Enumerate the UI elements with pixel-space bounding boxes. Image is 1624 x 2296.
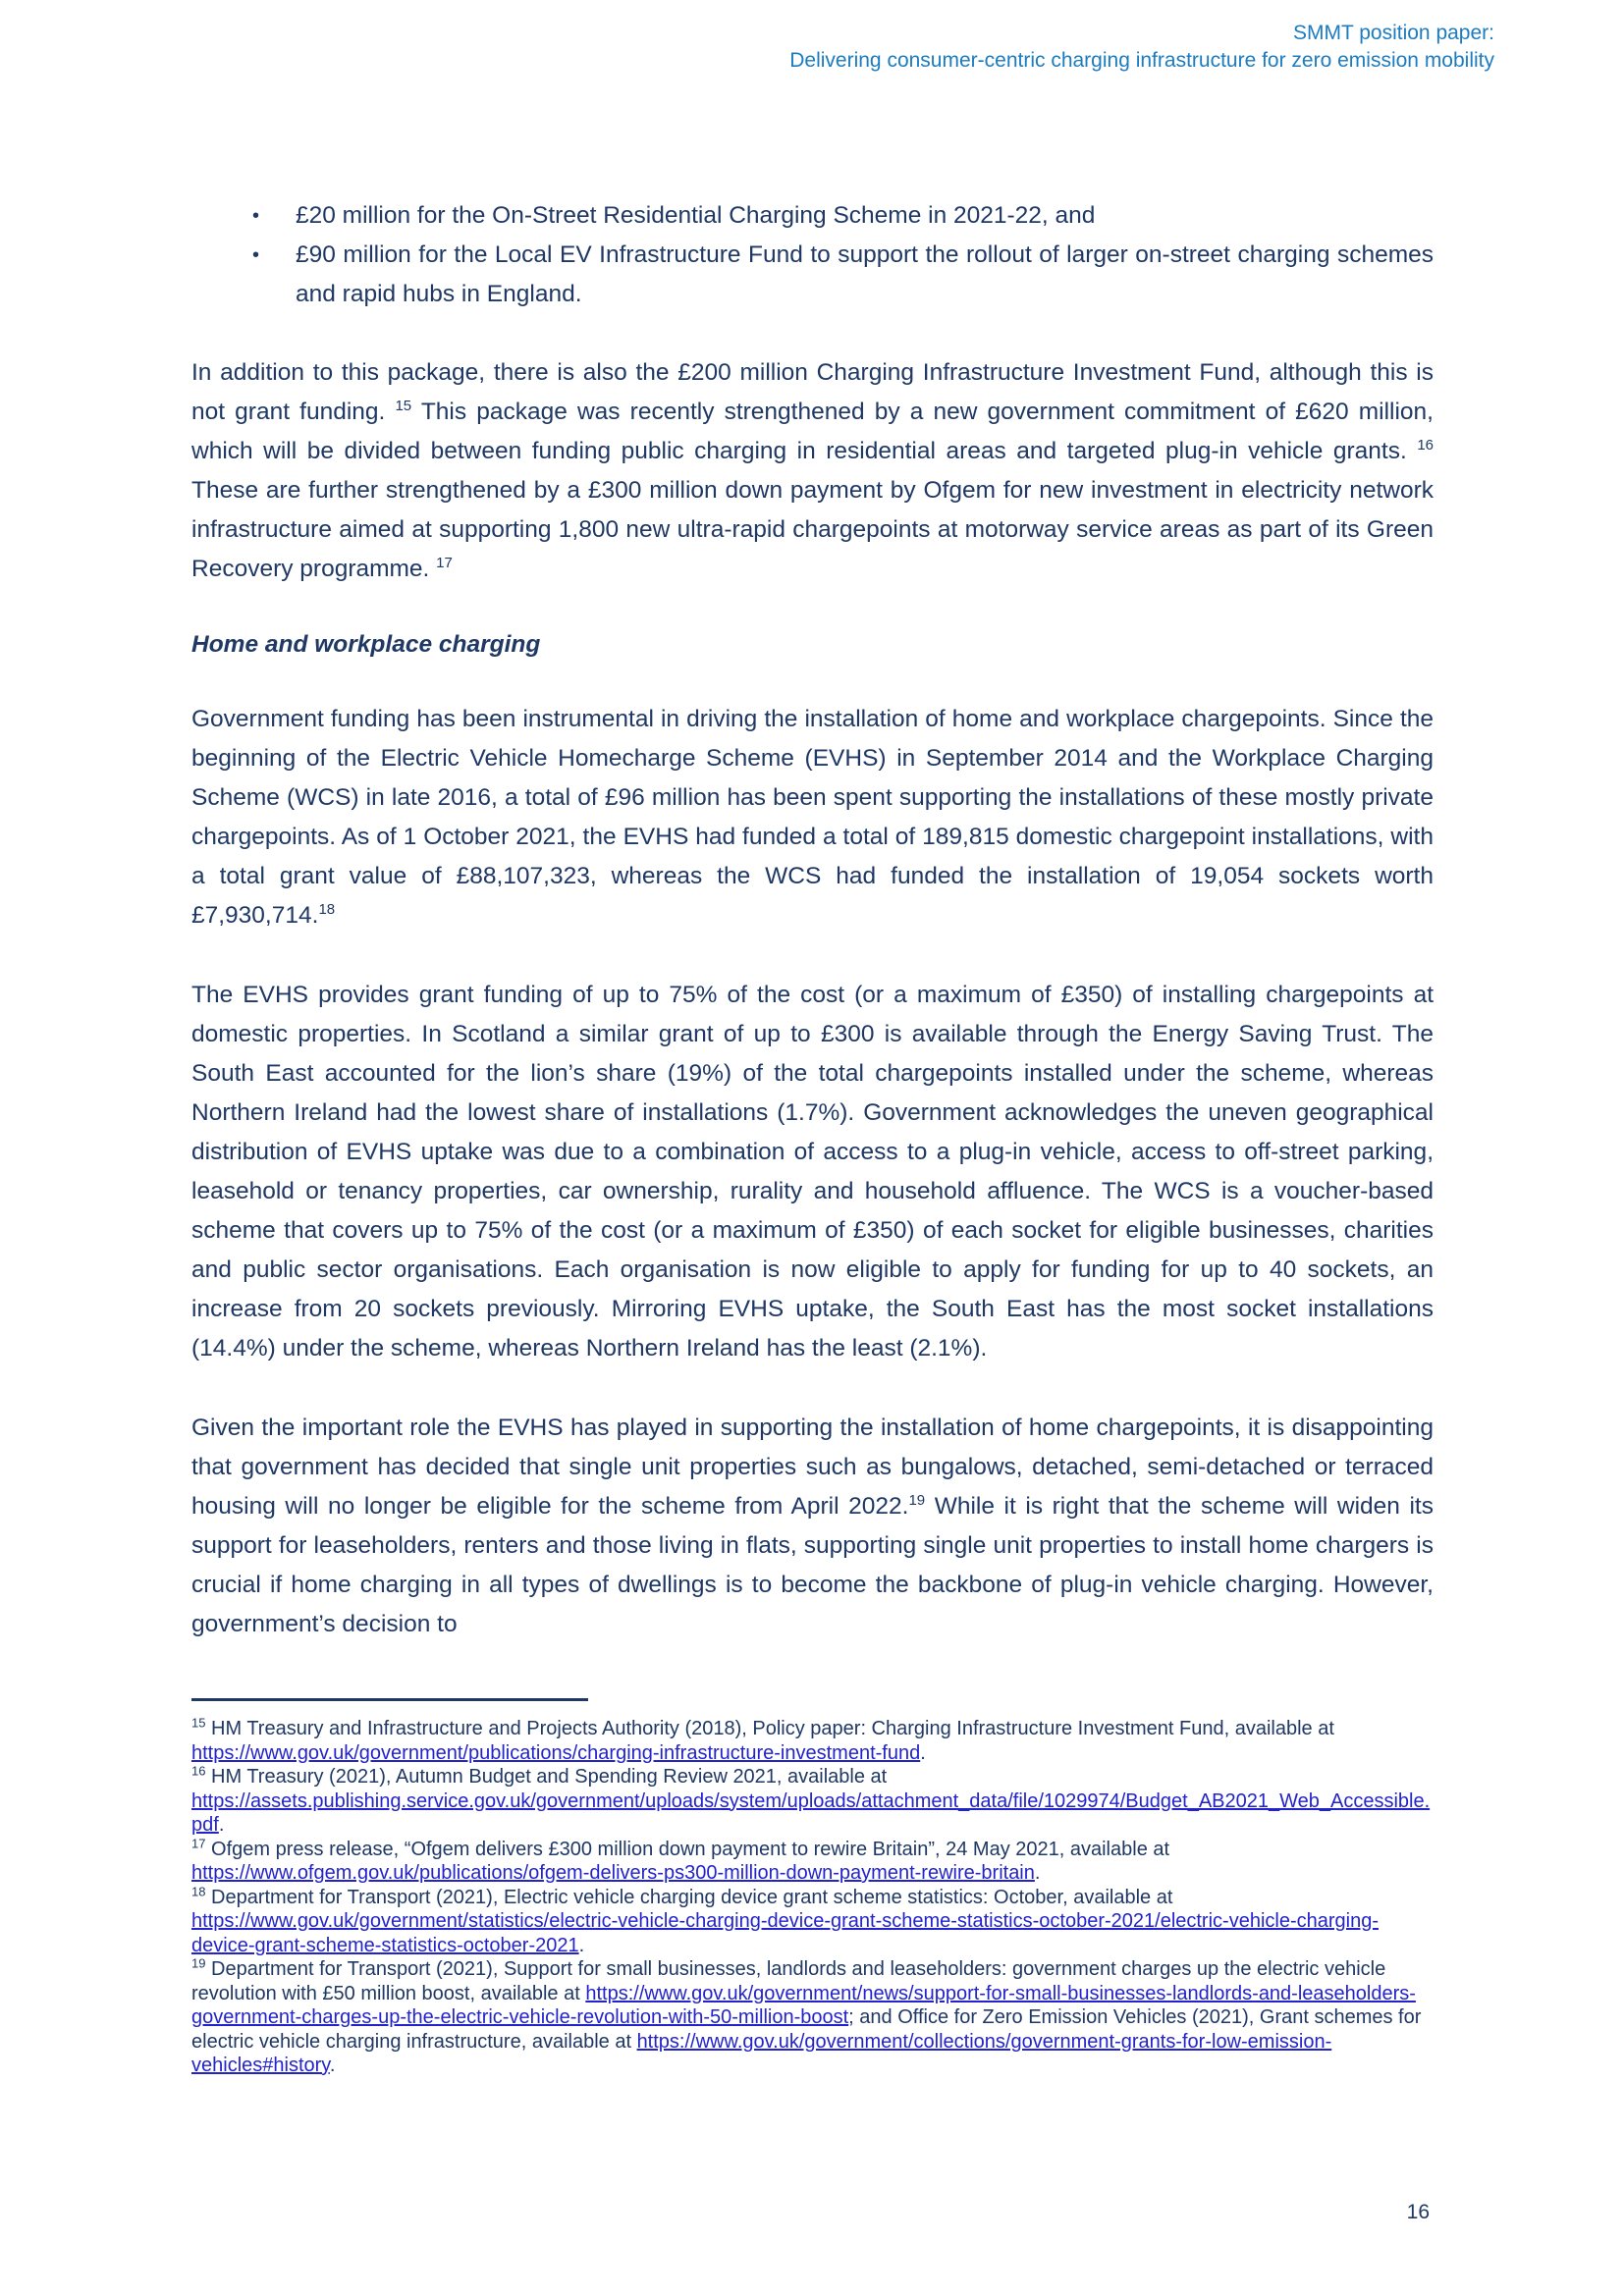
bullet-item bbox=[191, 236, 1434, 314]
footnote-marker-15: 15 bbox=[191, 1715, 206, 1731]
footnote-marker-19: 19 bbox=[191, 1955, 206, 1971]
bullet-list bbox=[191, 196, 1434, 314]
footnote-link[interactable]: https://www.gov.uk/government/publications/charging-infrastructure-investment-fund bbox=[191, 1741, 921, 1764]
header-line-1: SMMT position paper: bbox=[1292, 22, 1494, 44]
bullet-icon: • bbox=[252, 205, 260, 227]
footnote-15: $^{15}$ HM Treasury and Infrastructure and Projects Authority (2018), Policy paper: Charging Infrastructure Investment Fund, available at https://www.gov.uk/government/publications/charging-infrastructure-investment-fund. bbox=[191, 1715, 1334, 1764]
footnote-ref-15: 15 bbox=[395, 397, 412, 414]
page-header bbox=[789, 20, 1494, 75]
paragraph-evhs-grant-details: The EVHS provides grant funding of up to 75% of the cost (or a maximum of £350) of installing chargepoints at domestic properties. In Scotland a similar grant of up to £300 is available through the Energy Saving Trust. The South East accounted for the lion’s share (19%) of the total chargepoints installed under the scheme, whereas Northern Ireland had the lowest share of installations (1.7%). Government acknowledges the uneven geographical distribution of EVHS uptake was due to a combination of access to a plug-in vehicle, access to off-street parking, leasehold or tenancy properties, car ownership, rurality and household affluence. The WCS is a voucher-based scheme that covers up to 75% of the cost (or a maximum of £350) of each socket for eligible businesses, charities and public sector organisations. Each organisation is now eligible to apply for funding for up to 40 sockets, an increase from 20 sockets previously. Mirroring EVHS uptake, the South East has the most socket installations (14.4%) under the scheme, whereas Northern Ireland has the least (2.1%). bbox=[191, 982, 1434, 1362]
footnote-link[interactable]: https://assets.publishing.service.gov.uk/government/uploads/system/uploads/attachment_data/file/1029974/Budget_AB2021_Web_Accessible.pdf bbox=[191, 1789, 1431, 1836]
section-heading: Home and workplace charging bbox=[191, 631, 541, 658]
footnote-link[interactable]: https://www.gov.uk/government/collections/government-grants-for-low-emission-vehicles#history bbox=[191, 2030, 1332, 2076]
bullet-text: £90 million for the Local EV Infrastructure Fund to support the rollout of larger on-street charging schemes and rapid hubs in England. bbox=[296, 241, 1434, 307]
footnote-marker-16: 16 bbox=[191, 1763, 206, 1779]
header-line-2: Delivering consumer-centric charging infrastructure for zero emission mobility bbox=[789, 49, 1494, 72]
footnote-ref-18: 18 bbox=[318, 900, 336, 918]
paragraph-evhs-eligibility-change: Given the important role the EVHS has played in supporting the installation of home chargepoints, it is disappointing that government has decided that single unit properties such as bungalows, detached, semi-detached or terraced housing will no longer be eligible for the scheme from April 2022.19 While it is right that the scheme will widen its support for leaseholders, renters and those living in flats, supporting single unit properties to install home chargers is crucial if home charging in all types of dwellings is to become the backbone of plug-in vehicle charging. However, government’s decision to bbox=[191, 1415, 1434, 1637]
intro-paragraphs bbox=[191, 353, 1434, 589]
footnotes-list bbox=[191, 1717, 1434, 2078]
paragraph-funding-package: In addition to this package, there is also the £200 million Charging Infrastructure Investment Fund, although this is not grant funding. $^{15}$ This package was recently strengthened by a new government commitment of £620 million, which will be divided between funding public charging in residential areas and targeted plug-in vehicle grants. $^{16}$ These are further strengthened by a £300 million down payment by Ofgem for new investment in electricity network infrastructure aimed at supporting 1,800 new ultra-rapid chargepoints at motorway service areas as part of its Green Recovery programme. $^{17}$ bbox=[191, 359, 1434, 582]
bullet-icon: • bbox=[252, 244, 260, 266]
page-number: 16 bbox=[1406, 2201, 1430, 2223]
footnote-18: $^{18}$ Department for Transport (2021), Electric vehicle charging device grant scheme statistics: October, available at https://www.gov.uk/government/statistics/electric-vehicle-charging-device-grant-scheme-statistics-october-2021/electric-vehicle-charging-device-grant-scheme-statistics-october-2021. bbox=[191, 1883, 1379, 1956]
footnote-marker-18: 18 bbox=[191, 1883, 206, 1898]
bullet-item bbox=[191, 196, 1434, 236]
footnote-link[interactable]: https://www.gov.uk/government/news/support-for-small-businesses-landlords-and-leaseholders-government-charges-up-the-electric-vehicle-revolution-with-50-million-boost bbox=[191, 1982, 1416, 2028]
footnote-ref-19: 19 bbox=[908, 1491, 926, 1509]
bullet-text: £20 million for the On-Street Residential Charging Scheme in 2021-22, and bbox=[296, 202, 1096, 229]
footnote-19: $^{19}$ Department for Transport (2021), Support for small businesses, landlords and leaseholders: government charges up the electric vehicle revolution with £50 million boost, available at https://www.gov.uk/government/news/support-for-small-businesses-landlords-and-leaseholders-government-charges-up-the-electric-vehicle-revolution-with-50-million-boost; and Office for Zero Emission Vehicles (2021), Grant schemes for electric vehicle charging infrastructure, available at https://www.gov.uk/government/collections/government-grants-for-low-emission-vehicles#history. bbox=[191, 1955, 1422, 2076]
footnote-17: $^{17}$ Ofgem press release, “Ofgem delivers £300 million down payment to rewire Britain”, 24 May 2021, available at https://www.ofgem.gov.uk/publications/ofgem-delivers-ps300-million-down-payment-rewire-britain. bbox=[191, 1835, 1170, 1884]
document-body bbox=[191, 196, 1434, 1684]
section-paragraphs bbox=[191, 700, 1434, 1644]
footnote-ref-17: 17 bbox=[436, 554, 453, 571]
footnote-link[interactable]: https://www.ofgem.gov.uk/publications/ofgem-delivers-ps300-million-down-payment-rewire-britain bbox=[191, 1862, 1035, 1884]
footnote-ref-16: 16 bbox=[1417, 436, 1434, 454]
footnote-separator bbox=[191, 1698, 588, 1701]
footnotes-area bbox=[191, 1698, 1434, 2078]
paragraph-government-funding: Government funding has been instrumental in driving the installation of home and workplace chargepoints. Since the beginning of the Electric Vehicle Homecharge Scheme (EVHS) in September 2014 and the Workplace Charging Scheme (WCS) in late 2016, a total of £96 million has been spent supporting the installations of these mostly private chargepoints. As of 1 October 2021, the EVHS had funded a total of 189,815 domestic chargepoint installations, with a total grant value of £88,107,323, whereas the WCS had funded the installation of 19,054 sockets worth £7,930,714.18 bbox=[191, 706, 1434, 929]
footnote-marker-17: 17 bbox=[191, 1835, 206, 1850]
footnote-16: $^{16}$ HM Treasury (2021), Autumn Budget and Spending Review 2021, available at https://assets.publishing.service.gov.uk/government/uploads/system/uploads/attachment_data/file/1029974/Budget_AB2021_Web_Accessible.pdf. bbox=[191, 1763, 1431, 1836]
footnote-link[interactable]: https://www.gov.uk/government/statistics/electric-vehicle-charging-device-grant-scheme-statistics-october-2021/electric-vehicle-charging-device-grant-scheme-statistics-october-2021 bbox=[191, 1910, 1379, 1956]
